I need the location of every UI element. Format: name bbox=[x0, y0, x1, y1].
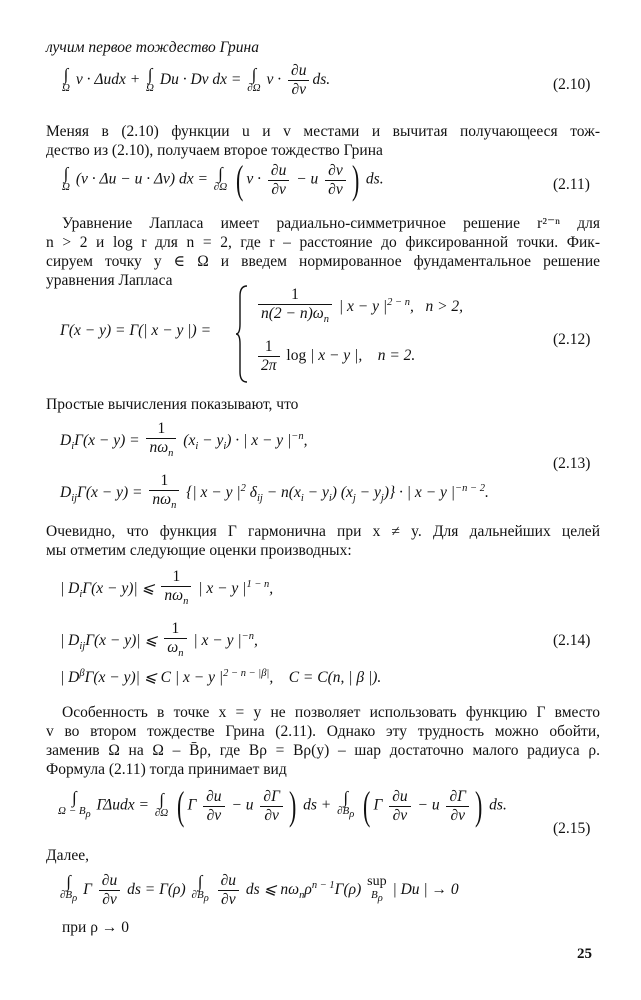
text: Формула (2.11) тогда принимает вид bbox=[46, 761, 287, 778]
equation-number: (2.14) bbox=[553, 632, 591, 649]
text-line bbox=[46, 846, 89, 865]
text: Очевидно, что функция Γ гармонична при x ≠ y. Для дальнейших целей bbox=[46, 523, 600, 540]
text-line bbox=[62, 703, 600, 722]
equation-2-12-lhs: Γ(x − y) = Γ(| x − y |) = bbox=[60, 322, 212, 339]
equation-number: (2.12) bbox=[553, 331, 591, 348]
text: Уравнение Лапласа имеет радиально-симметричное решение r²⁻ⁿ для bbox=[62, 215, 600, 232]
equation-final: ∫ $\partial B_\rho$ Γ $\frac{\partial u}{\partial\nu}$ ds = Γ(ρ) ∫ $\partial B_\rho$ $\frac{\partial u}{\partial\nu}$ ds ⩽ $n\omega_n\rho^{n - 1}\Gamma(\rho)$ sup $B_\rho$ | Du | → 0 bbox=[60, 872, 459, 908]
text: v во втором тождестве Грина (2.11). Однако эту трудность можно обойти, bbox=[46, 723, 600, 740]
left-brace-icon bbox=[235, 284, 249, 384]
text: дество из (2.10), получаем второе тождество Грина bbox=[46, 142, 383, 159]
text-line bbox=[46, 141, 383, 160]
equation-2-15: ∫ $\Omega - B_\rho$ ΓΔudx = ∫ ∂Ω ( Γ $\frac{\partial u}{\partial\nu}$ − u $\frac{\partial\Gamma}{\partial\nu}$ ) ds + ∫ $\partial B_\rho$ ( Γ $\frac{\partial u}{\partial\nu}$ − u $\frac{\partial\Gamma}{\partial\nu}$ ) ds. bbox=[58, 783, 507, 828]
equation-number: (2.15) bbox=[553, 820, 591, 837]
text: уравнения Лапласа bbox=[46, 272, 173, 289]
text: сируем точку y ∈ Ω и введем нормированное фундаментальное решение bbox=[46, 253, 600, 270]
equation-2-12-case2: $\frac{1}{2\pi}$ log | x − y |, n = 2. bbox=[255, 338, 415, 375]
text-line bbox=[46, 271, 173, 290]
equation-2-13-b: $D_{ij}\Gamma(x - y)$ = $\frac{1}{n\omega_n}$ {| x − y $|^2$ $\delta_{ij} - n(x_i - y_i) (x_j - y_j)$} · | x − y $|^{-n - 2}$. bbox=[60, 472, 489, 512]
equation-2-13-a: $D_i\Gamma(x - y)$ = $\frac{1}{n\omega_n}$ $(x_i - y_i)$ · | x − y $|^{-n}$, bbox=[60, 420, 308, 460]
text-line bbox=[46, 252, 600, 271]
equation-2-14-a: | $D_i\Gamma(x - y)|$ ⩽ $\frac{1}{n\omega_n}$ | x − y $|^{1 - n}$, bbox=[60, 568, 274, 608]
text-line bbox=[46, 38, 259, 57]
text-line bbox=[46, 741, 600, 760]
text: Далее, bbox=[46, 847, 89, 864]
text-line bbox=[62, 214, 600, 233]
equation-2-11: ∫ Ω (v · Δu − u · Δv) dx = ∫ ∂Ω ( v · $\frac{\partial u}{\partial\nu}$ − u $\frac{\partial v}{\partial\nu}$ ) ds. bbox=[62, 157, 384, 202]
text: мы отметим следующие оценки производных: bbox=[46, 542, 352, 559]
text-line bbox=[46, 760, 287, 779]
equation-number: (2.11) bbox=[553, 176, 590, 193]
equation-2-10: ∫ Ω v · Δudx + ∫ Ω Du · Dv dx = ∫ ∂Ω v · $\frac{\partial u}{\partial\nu}$ ds. bbox=[62, 62, 331, 98]
text-line bbox=[62, 918, 129, 937]
text-line bbox=[46, 522, 600, 541]
text: Меняя в (2.10) функции u и v местами и вычитая получающееся тож- bbox=[46, 123, 600, 140]
equation-number: (2.13) bbox=[553, 455, 591, 472]
text-line bbox=[46, 395, 298, 414]
equation-2-14-c: | $D^\beta\Gamma(x - y)|$ ⩽ C | x − y $|^{2 - n - |\beta|}$, C = C(n, | β |). bbox=[60, 668, 382, 687]
equation-2-12-case1: $\frac{1}{n(2 - n)\omega_n}$ | x − y $|^{2 - n}$, n > 2, bbox=[255, 286, 463, 329]
text-line bbox=[46, 122, 600, 141]
text-line bbox=[46, 541, 352, 560]
text: Особенность в точке x = y не позволяет использовать функцию Γ вместо bbox=[62, 704, 600, 721]
text: Простые вычисления показывают, что bbox=[46, 396, 299, 413]
text-line bbox=[46, 722, 600, 741]
text: заменив Ω на Ω – B̄ρ, где Bρ = Bρ(y) – шар достаточно малого радиуса ρ. bbox=[46, 742, 600, 759]
equation-number: (2.10) bbox=[553, 76, 591, 93]
text: n > 2 и log r для n = 2, где r – расстояние до фиксированной точки. Фик- bbox=[46, 234, 600, 251]
text: при ρ → 0 bbox=[62, 919, 129, 936]
page-number: 25 bbox=[577, 946, 592, 962]
equation-2-14-b: | $D_{ij}\Gamma(x - y)|$ ⩽ $\frac{1}{\omega_n}$ | x − y $|^{-n}$, bbox=[60, 620, 258, 660]
text-line bbox=[46, 233, 600, 252]
text: лучим первое тождество Грина bbox=[46, 39, 259, 56]
